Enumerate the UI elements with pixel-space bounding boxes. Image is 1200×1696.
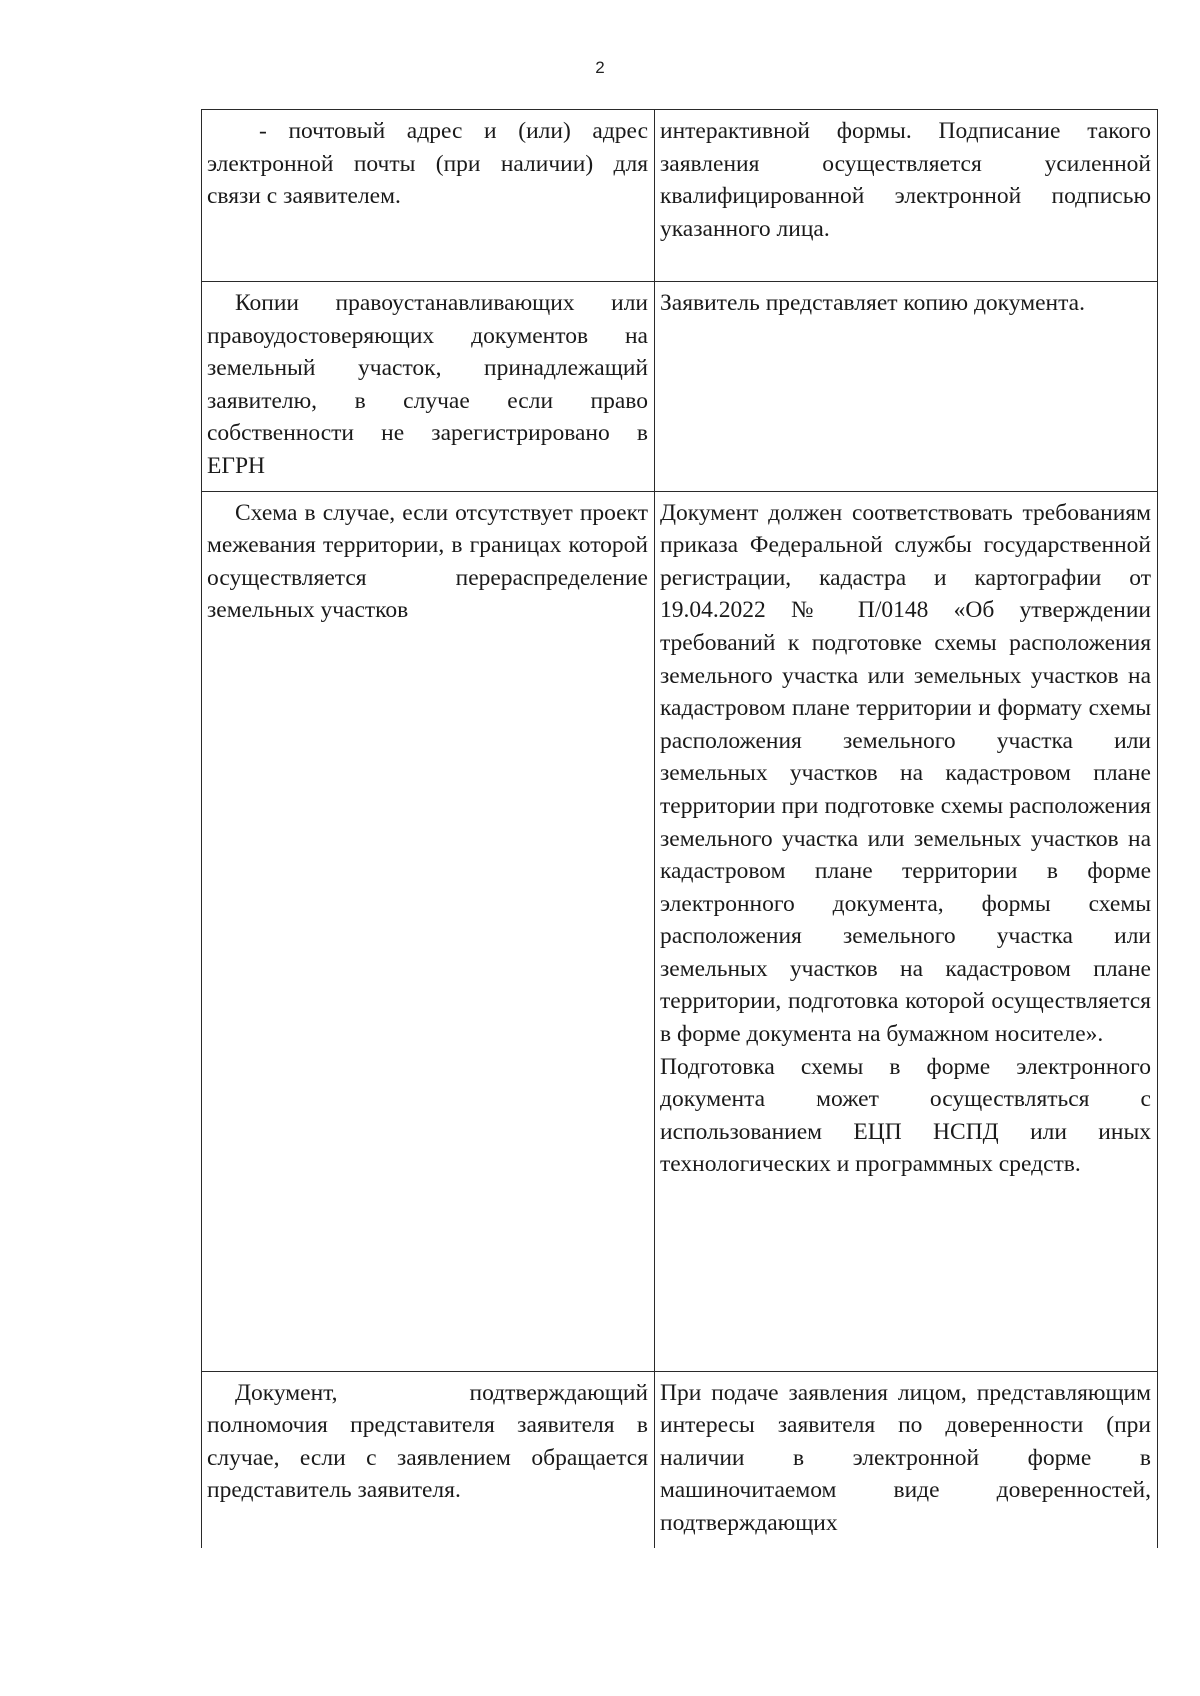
- table-cell-requirement: [655, 110, 1158, 282]
- table-row: [202, 282, 1158, 492]
- table-cell-requirement: [655, 282, 1158, 492]
- cell-text: Документ должен соответствовать требованиям приказа Федеральной службы государственной регистрации, кадастра и картографии от 19.04.2022 № П/0148 «Об утверждении требований к подготовке схемы расположения земельного участка или земельных участков на кадастровом плане территории и формату схемы расположения земельного участка или земельных участков на кадастровом плане территории при подготовке схемы расположения земельного участка или земельных участков на кадастровом плане территории в форме электронного документа, формы схемы расположения земельного участка или земельных участков на кадастровом плане территории, подготовка которой осуществляется в форме документа на бумажном носителе».: [660, 499, 1151, 1048]
- cell-text: - почтовый адрес и (или) адрес электронной почты (при наличии) для связи с заявителем.: [207, 118, 648, 210]
- cell-text: интерактивной формы. Подписание такого заявления осуществляется усиленной квалифицированной электронной подписью указанного лица.: [660, 118, 1151, 242]
- cell-text: Копии правоустанавливающих или правоудостоверяющих документов на земельный участок, принадлежащий заявителю, в случае если право собственности не зарегистрировано в ЕГРН: [207, 290, 648, 479]
- table-row: [202, 110, 1158, 282]
- table-cell-requirement: [655, 1371, 1158, 1547]
- table-row: [202, 1371, 1158, 1547]
- cell-text: Подготовка схемы в форме электронного документа может осуществляться с использованием ЕЦП НСПД или иных технологических и программных средств.: [660, 1053, 1151, 1178]
- page-number: 2: [595, 58, 605, 77]
- cell-text: Заявитель представляет копию документа.: [660, 290, 1085, 316]
- cell-text: Документ, подтверждающий полномочия представителя заявителя в случае, если с заявлением обращается представитель заявителя.: [207, 1379, 648, 1504]
- table-cell-document: [202, 282, 655, 492]
- cell-text: При подаче заявления лицом, представляющим интересы заявителя по доверенности (при наличии в электронной форме в машиночитаемом виде доверенностей, подтверждающих: [660, 1379, 1151, 1536]
- documents-table: [201, 109, 1158, 1548]
- table-cell-document: [202, 110, 655, 282]
- cell-text: Схема в случае, если отсутствует проект межевания территории, в границах которой осуществляется перераспределение земельных участков: [207, 499, 648, 624]
- table-cell-requirement: [655, 491, 1158, 1371]
- table-cell-document: [202, 1371, 655, 1547]
- table-cell-document: [202, 491, 655, 1371]
- table-row: [202, 491, 1158, 1371]
